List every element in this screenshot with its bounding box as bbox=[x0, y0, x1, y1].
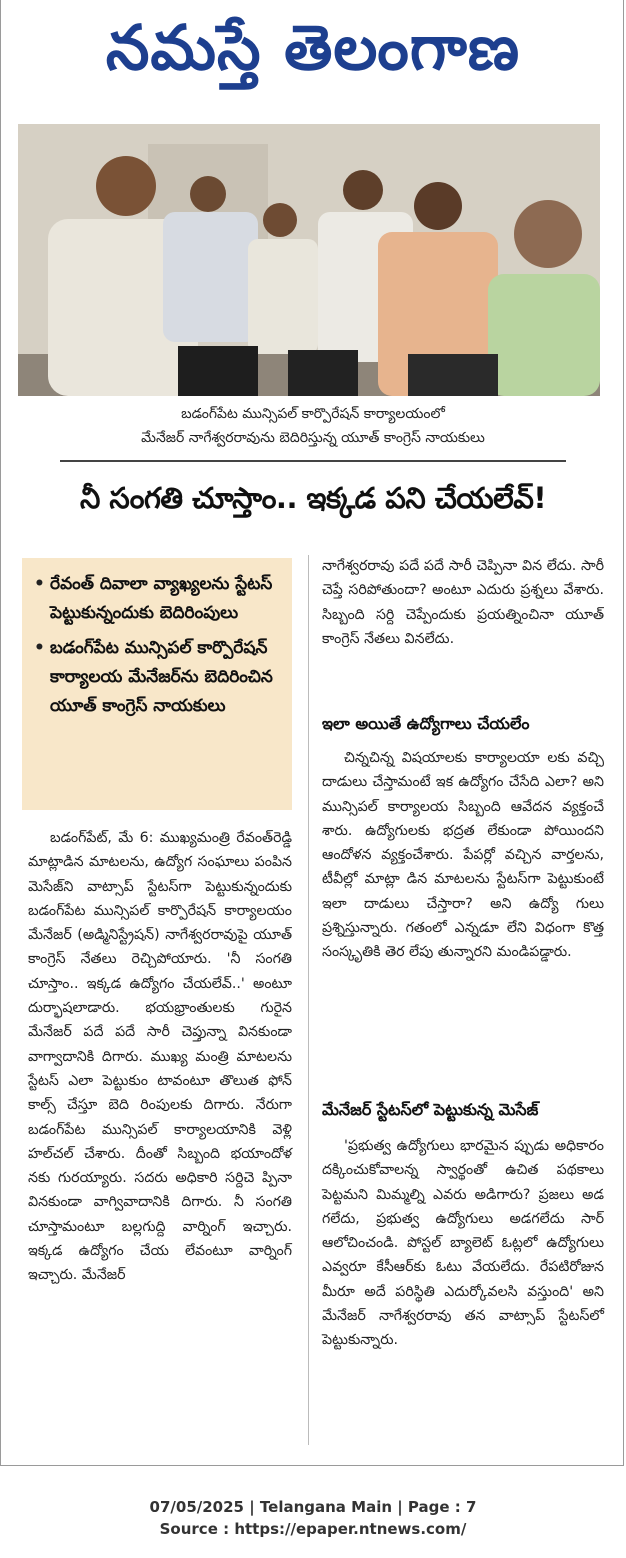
paragraph: 'ప్రభుత్వ ఉద్యోగులు భారమైన ప్పుడు అధికారం దక్కించుకోవాలన్న స్వార్థంతో ఉచిత పథకాలు పెట్టమని మిమ్మల్ని ఎవరు అడిగారు? ప్రజలు అడ గలేదు, ప్రభుత్వ ఉద్యోగులు అడగలేదు సార్ ఆలోచించండి. పోస్టల్ బ్యాలెట్ ఓట్లలో ఉద్యోగులు ఎవ్వరూ కేసీఆర్‌కు ఓటు వేయలేదు. రేపటిరోజున మీరూ అదే పరిస్థితి ఎదుర్కోవలసి వస్తుంది' అని మేనేజర్ నాగేశ్వరరావు తన వాట్సాప్ స్టేటస్‌లో పెట్టుకున్నారు. bbox=[322, 1138, 604, 1349]
footer-date-line: 07/05/2025 | Telangana Main | Page : 7 bbox=[149, 1498, 477, 1516]
paragraph: నాగేశ్వరరావు పదే పదే సారీ చెప్పినా విన లేదు. సారీ చెప్తే సరిపోతుందా? అంటూ ఎదురు ప్రశ్నలు వేశారు. సిబ్బంది సర్ది చెప్పేందుకు ప్రయత్నించినా యూత్ కాంగ్రెస్ నేతలు వినలేదు. bbox=[322, 558, 604, 647]
paragraph: బడంగ్‌పేట్, మే 6: ముఖ్యమంత్రి రేవంత్‌రెడ్డి మాట్లాడిన మాటలను, ఉద్యోగ సంఘాలు పంపిన మెసేజ్‌ని వాట్సాప్ స్టేటస్‌గా పెట్టుకున్నందుకు బడంగ్‌పేట మున్సిపల్ కార్పొరేషన్ కార్యాలయం మేనేజర్ (అడ్మినిస్ట్రేషన్) నాగేశ్వరరావుపై యూత్ కాంగ్రెస్ నేతలు రెచ్చిపోయారు. 'నీ సంగతి చూస్తాం.. ఇక్కడ ఉద్యోగం చేయలేవ్..' అంటూ దుర్భాషలాడారు. భయభ్రాంతులకు గురైన మేనేజర్ పదే పదే సారీ చెప్తున్నా వినకుండా వాగ్వాదానికి దిగారు. ముఖ్య మంత్రి మాటలను స్టేటస్ ఎలా పెట్టుకుం టావంటూ తొలుత ఫోన్ కాల్స్ చేస్తూ బెది రింపులకు దిగారు. నేరుగా బడంగ్‌పేట మున్సిపల్ కార్యాలయానికి వెళ్లి హల్‌చల్ చేశారు. దీంతో సిబ్బంది భయాందోళ నకు గురయ్యారు. సదరు అధికారి సర్దిచె ప్పినా వినకుండా వాగ్వివాదానికి దిగారు. నీ సంగతి చూస్తామంటూ బల్లగుద్ది వార్నింగ్ ఇచ్చారు. ఇక్కడ ఉద్యోగం చేయ లేవంటూ వార్నింగ్ ఇచ్చారు. మేనేజర్ bbox=[28, 830, 292, 1284]
news-photo bbox=[18, 124, 600, 396]
caption-line-2: మేనేజర్ నాగేశ్వరరావును బెదిరిస్తున్న యూత్ కాంగ్రెస్ నాయకులు bbox=[141, 430, 485, 446]
subheading-1: ఇలా అయితే ఉద్యోగాలు చేయలేం bbox=[322, 714, 530, 733]
masthead-title: నమస్తే తెలంగాణ bbox=[105, 11, 521, 84]
highlight-item: • రేవంత్ దివాలా వ్యాఖ్యలను స్టేటస్ పెట్టుకున్నందుకు బెదిరింపులు bbox=[32, 570, 284, 628]
column-divider bbox=[308, 555, 309, 1445]
article-body-right-2 bbox=[322, 746, 604, 971]
footer-source-line: Source : https://epaper.ntnews.com/ bbox=[159, 1520, 467, 1538]
headline: నీ సంగతి చూస్తాం.. ఇక్కడ పని చేయలేవ్! bbox=[79, 481, 547, 515]
highlight-item: • బడంగ్‌పేట మున్సిపల్ కార్పొరేషన్ కార్యాలయ మేనేజర్‌ను బెదిరించిన యూత్ కాంగ్రెస్ నాయకులు bbox=[32, 634, 284, 721]
paragraph: చిన్నచిన్న విషయాలకు కార్యాలయా లకు వచ్చి దాడులు చేస్తామంటే ఇక ఉద్యోగం చేసేది ఎలా? అని మున్సిపల్ కార్యాలయ సిబ్బంది ఆవేదన వ్యక్తంచే శారు. ఉద్యోగులకు భద్రత లేకుండా పోయిందని ఆందోళన వ్యక్తంచేశారు. పేపర్లో వచ్చిన వార్తలను, టీవీల్లో మాట్లా డిన మాటలను స్టేటస్‌గా పెట్టుకుంటే ఇలా దాడులు చేస్తారా? అని ఉద్యో గులు ప్రశ్నిస్తున్నారు. గతంలో ఎన్నడూ లేని విధంగా కొత్త సంస్కృతికి తెర లేపు తున్నారని మండిపడ్డారు. bbox=[322, 750, 604, 961]
highlights-box bbox=[22, 558, 292, 810]
article-body-right-1 bbox=[322, 554, 604, 657]
caption-line-1: బడంగ్‌పేట మున్సిపల్ కార్పొరేషన్ కార్యాలయంలో bbox=[181, 406, 445, 422]
caption-rule bbox=[60, 460, 566, 462]
subheading-2: మేనేజర్ స్టేటస్‌లో పెట్టుకున్న మెసేజ్ bbox=[322, 1100, 539, 1119]
photo-illustration bbox=[18, 124, 600, 396]
article-body-left bbox=[28, 826, 292, 1294]
masthead bbox=[0, 4, 626, 92]
article-body-right-3 bbox=[322, 1134, 604, 1359]
photo-caption bbox=[40, 402, 586, 450]
